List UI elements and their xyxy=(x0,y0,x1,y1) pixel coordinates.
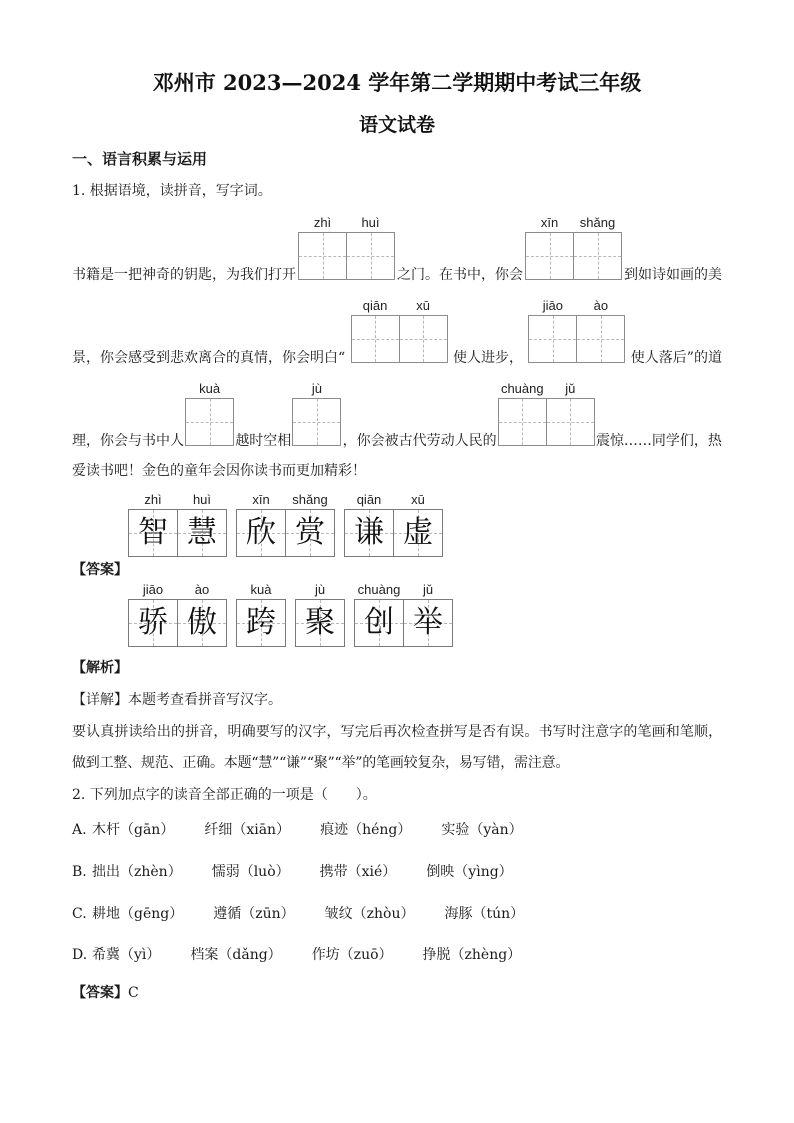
passage-text: 使人落后”的道 xyxy=(630,350,722,366)
blank-cell xyxy=(351,296,400,363)
exam-title: 邓州市 2023—2024 学年第二学期期中考试三年级 xyxy=(152,70,642,95)
blank-cell xyxy=(498,379,547,446)
answer-char: 聚 xyxy=(305,605,335,640)
blank-pinyin: xū xyxy=(416,298,430,313)
option-item: 海豚（tún） xyxy=(444,906,525,922)
option-item: 皱纹（zhòu） xyxy=(324,906,415,922)
answer-cell xyxy=(177,490,227,557)
blank-pinyin: chuàng xyxy=(500,381,544,396)
tianzige-box xyxy=(346,232,395,280)
tianzige-box xyxy=(292,398,341,446)
blank-pinyin: shǎng xyxy=(579,215,616,230)
passage-text: 爱读书吧！金色的童年会因你读书而更加精彩！ xyxy=(72,463,366,479)
answer-pinyin: huì xyxy=(192,492,212,507)
answer-group-xinshang xyxy=(236,490,335,557)
option-label: D. xyxy=(72,947,88,963)
pinyin-blank-xinshang xyxy=(525,213,622,280)
passage-line xyxy=(72,296,722,366)
blank-pinyin: jǔ xyxy=(565,381,576,396)
passage-text: ，你会被古代劳动人民的 xyxy=(342,433,497,449)
tianzige-box xyxy=(236,509,286,557)
answer-group-chuangju xyxy=(354,580,453,647)
passage-text: 使人进步， xyxy=(452,350,523,366)
option-item: 痕迹（héng） xyxy=(320,822,412,838)
question-2-prompt: 2. 下列加点字的读音全部正确的一项是（ ）。 xyxy=(72,787,377,803)
pinyin-blank-chuangju xyxy=(498,379,595,446)
answer-grid-row xyxy=(128,580,453,647)
question-2-answer xyxy=(72,984,139,1002)
option-item: 挣脱（zhèng） xyxy=(422,947,522,963)
answer-cell xyxy=(285,490,335,557)
option-b xyxy=(72,863,543,881)
tianzige-box xyxy=(573,232,622,280)
tianzige-box xyxy=(351,315,400,363)
blank-cell xyxy=(298,213,347,280)
answer-grid-row xyxy=(128,490,443,557)
answer-cell xyxy=(295,580,345,647)
answer-char: 骄 xyxy=(138,605,168,640)
answer-char: 举 xyxy=(413,605,443,640)
option-item: 纤细（xiān） xyxy=(204,822,291,838)
answer-group-kua xyxy=(236,580,286,647)
blank-pinyin: jù xyxy=(311,381,323,396)
passage-line xyxy=(72,213,722,283)
answer-pinyin: qiān xyxy=(356,492,382,507)
option-label: B. xyxy=(72,864,87,880)
pinyin-blank-zhihui xyxy=(298,213,395,280)
answer-char: 傲 xyxy=(187,605,217,640)
answer-cell xyxy=(236,580,286,647)
tianzige-box xyxy=(344,509,394,557)
answer-cell xyxy=(403,580,453,647)
option-a xyxy=(72,821,553,839)
answer-pinyin: ào xyxy=(194,582,210,597)
question-1-prompt: 1. 根据语境，读拼音，写字词。 xyxy=(72,183,272,199)
answer-pinyin: xīn xyxy=(252,492,270,507)
option-label: C. xyxy=(72,906,87,922)
answer-char: 赏 xyxy=(295,515,325,550)
tianzige-box xyxy=(546,398,595,446)
tianzige-box xyxy=(298,232,347,280)
answer-label: 【答案】 xyxy=(72,985,128,1001)
option-item: 懦弱（luò） xyxy=(211,864,290,880)
answer-group-qianxu xyxy=(344,490,443,557)
answer-char: 创 xyxy=(364,605,394,640)
passage-text: 景，你会感受到悲欢离合的真情，你会明白“ xyxy=(72,350,346,366)
blank-cell xyxy=(292,379,341,446)
blank-cell xyxy=(185,379,234,446)
tianzige-box xyxy=(177,509,227,557)
answer-value: C xyxy=(128,985,139,1001)
answer-pinyin: jiāo xyxy=(142,582,164,597)
tianzige-box xyxy=(525,232,574,280)
tianzige-box xyxy=(128,599,178,647)
passage-text: 之门。在书中，你会 xyxy=(397,267,523,283)
answer-cell xyxy=(344,490,394,557)
blank-cell xyxy=(576,296,625,363)
section-heading: 一、语言积累与运用 xyxy=(72,150,208,168)
blank-cell xyxy=(573,213,622,280)
blank-cell xyxy=(399,296,448,363)
pinyin-blank-qianxu xyxy=(351,296,448,363)
blank-cell xyxy=(525,213,574,280)
answer-group-ju xyxy=(295,580,345,647)
answer-pinyin: jǔ xyxy=(422,582,434,597)
answer-pinyin: shǎng xyxy=(292,492,328,507)
blank-cell xyxy=(346,213,395,280)
answer-cell xyxy=(128,580,178,647)
answer-pinyin: xū xyxy=(411,492,425,507)
answer-cell xyxy=(354,580,404,647)
tianzige-box xyxy=(285,509,335,557)
tianzige-box xyxy=(576,315,625,363)
option-item: 倒映（yìng） xyxy=(426,864,513,880)
blank-cell xyxy=(546,379,595,446)
analysis-label: 【解析】 xyxy=(72,660,128,676)
blank-pinyin: jiāo xyxy=(542,298,563,313)
answer-char: 谦 xyxy=(354,515,384,550)
tianzige-box xyxy=(393,509,443,557)
tianzige-box xyxy=(236,599,286,647)
option-item: 实验（yàn） xyxy=(441,822,523,838)
passage-text: 书籍是一把神奇的钥匙，为我们打开 xyxy=(72,267,296,283)
option-item: 耕地（gēng） xyxy=(92,906,184,922)
answer-pinyin: kuà xyxy=(250,582,272,597)
tianzige-box xyxy=(177,599,227,647)
answer-char: 慧 xyxy=(187,515,217,550)
answer-cell xyxy=(236,490,286,557)
answer-cell xyxy=(393,490,443,557)
blank-cell xyxy=(528,296,577,363)
option-item: 档案（dǎng） xyxy=(190,947,282,963)
pinyin-blank-kua xyxy=(185,379,234,446)
blank-pinyin: zhì xyxy=(313,215,332,230)
pinyin-blank-ju xyxy=(292,379,341,446)
explanation-text: 做到工整、规范、正确。本题“慧”“谦”“聚”“举”的笔画较复杂，易写错，需注意。 xyxy=(72,755,570,771)
option-label: A. xyxy=(72,822,87,838)
blank-pinyin: huì xyxy=(361,215,380,230)
pinyin-blank-jiaoao xyxy=(528,296,625,363)
explanation-text: 要认真拼读给出的拼音，明确要写的汉字，写完后再次检查拼写是否有误。书写时注意字的笔画和笔顺， xyxy=(72,724,722,740)
answer-group-zhihui xyxy=(128,490,227,557)
tianzige-box xyxy=(498,398,547,446)
tianzige-box xyxy=(528,315,577,363)
answer-char: 智 xyxy=(138,515,168,550)
answer-char: 欣 xyxy=(246,515,276,550)
tianzige-box xyxy=(403,599,453,647)
answer-char: 虚 xyxy=(403,515,433,550)
answer-label: 【答案】 xyxy=(72,562,128,578)
option-item: 希冀（yì） xyxy=(92,947,161,963)
tianzige-box xyxy=(399,315,448,363)
option-item: 拙出（zhèn） xyxy=(92,864,182,880)
option-d xyxy=(72,946,551,964)
tianzige-box xyxy=(128,509,178,557)
option-item: 作坊（zuō） xyxy=(311,947,393,963)
answer-cell xyxy=(128,490,178,557)
blank-pinyin: kuà xyxy=(199,381,221,396)
answer-group-jiaoao xyxy=(128,580,227,647)
passage-text: 理，你会与书中人 xyxy=(72,433,184,449)
option-item: 遵循（zūn） xyxy=(213,906,295,922)
answer-pinyin: zhì xyxy=(144,492,162,507)
answer-pinyin: chuàng xyxy=(357,582,401,597)
blank-pinyin: ào xyxy=(593,298,609,313)
answer-pinyin: jù xyxy=(314,582,326,597)
blank-pinyin: xīn xyxy=(540,215,559,230)
passage-line xyxy=(72,379,722,449)
option-c xyxy=(72,905,554,923)
answer-cell xyxy=(177,580,227,647)
exam-subtitle: 语文试卷 xyxy=(358,114,435,136)
passage-text: 震惊……同学们，热 xyxy=(595,433,722,449)
option-item: 木杆（gān） xyxy=(92,822,175,838)
tianzige-box xyxy=(354,599,404,647)
tianzige-box xyxy=(295,599,345,647)
option-item: 携带（xié） xyxy=(319,864,397,880)
blank-pinyin: qiān xyxy=(362,298,388,313)
passage-text: 越时空相 xyxy=(235,433,292,449)
answer-char: 跨 xyxy=(246,605,276,640)
analysis-detail: 【详解】本题考查看拼音写汉字。 xyxy=(72,692,282,708)
tianzige-box xyxy=(185,398,234,446)
passage-text: 到如诗如画的美 xyxy=(624,267,722,283)
